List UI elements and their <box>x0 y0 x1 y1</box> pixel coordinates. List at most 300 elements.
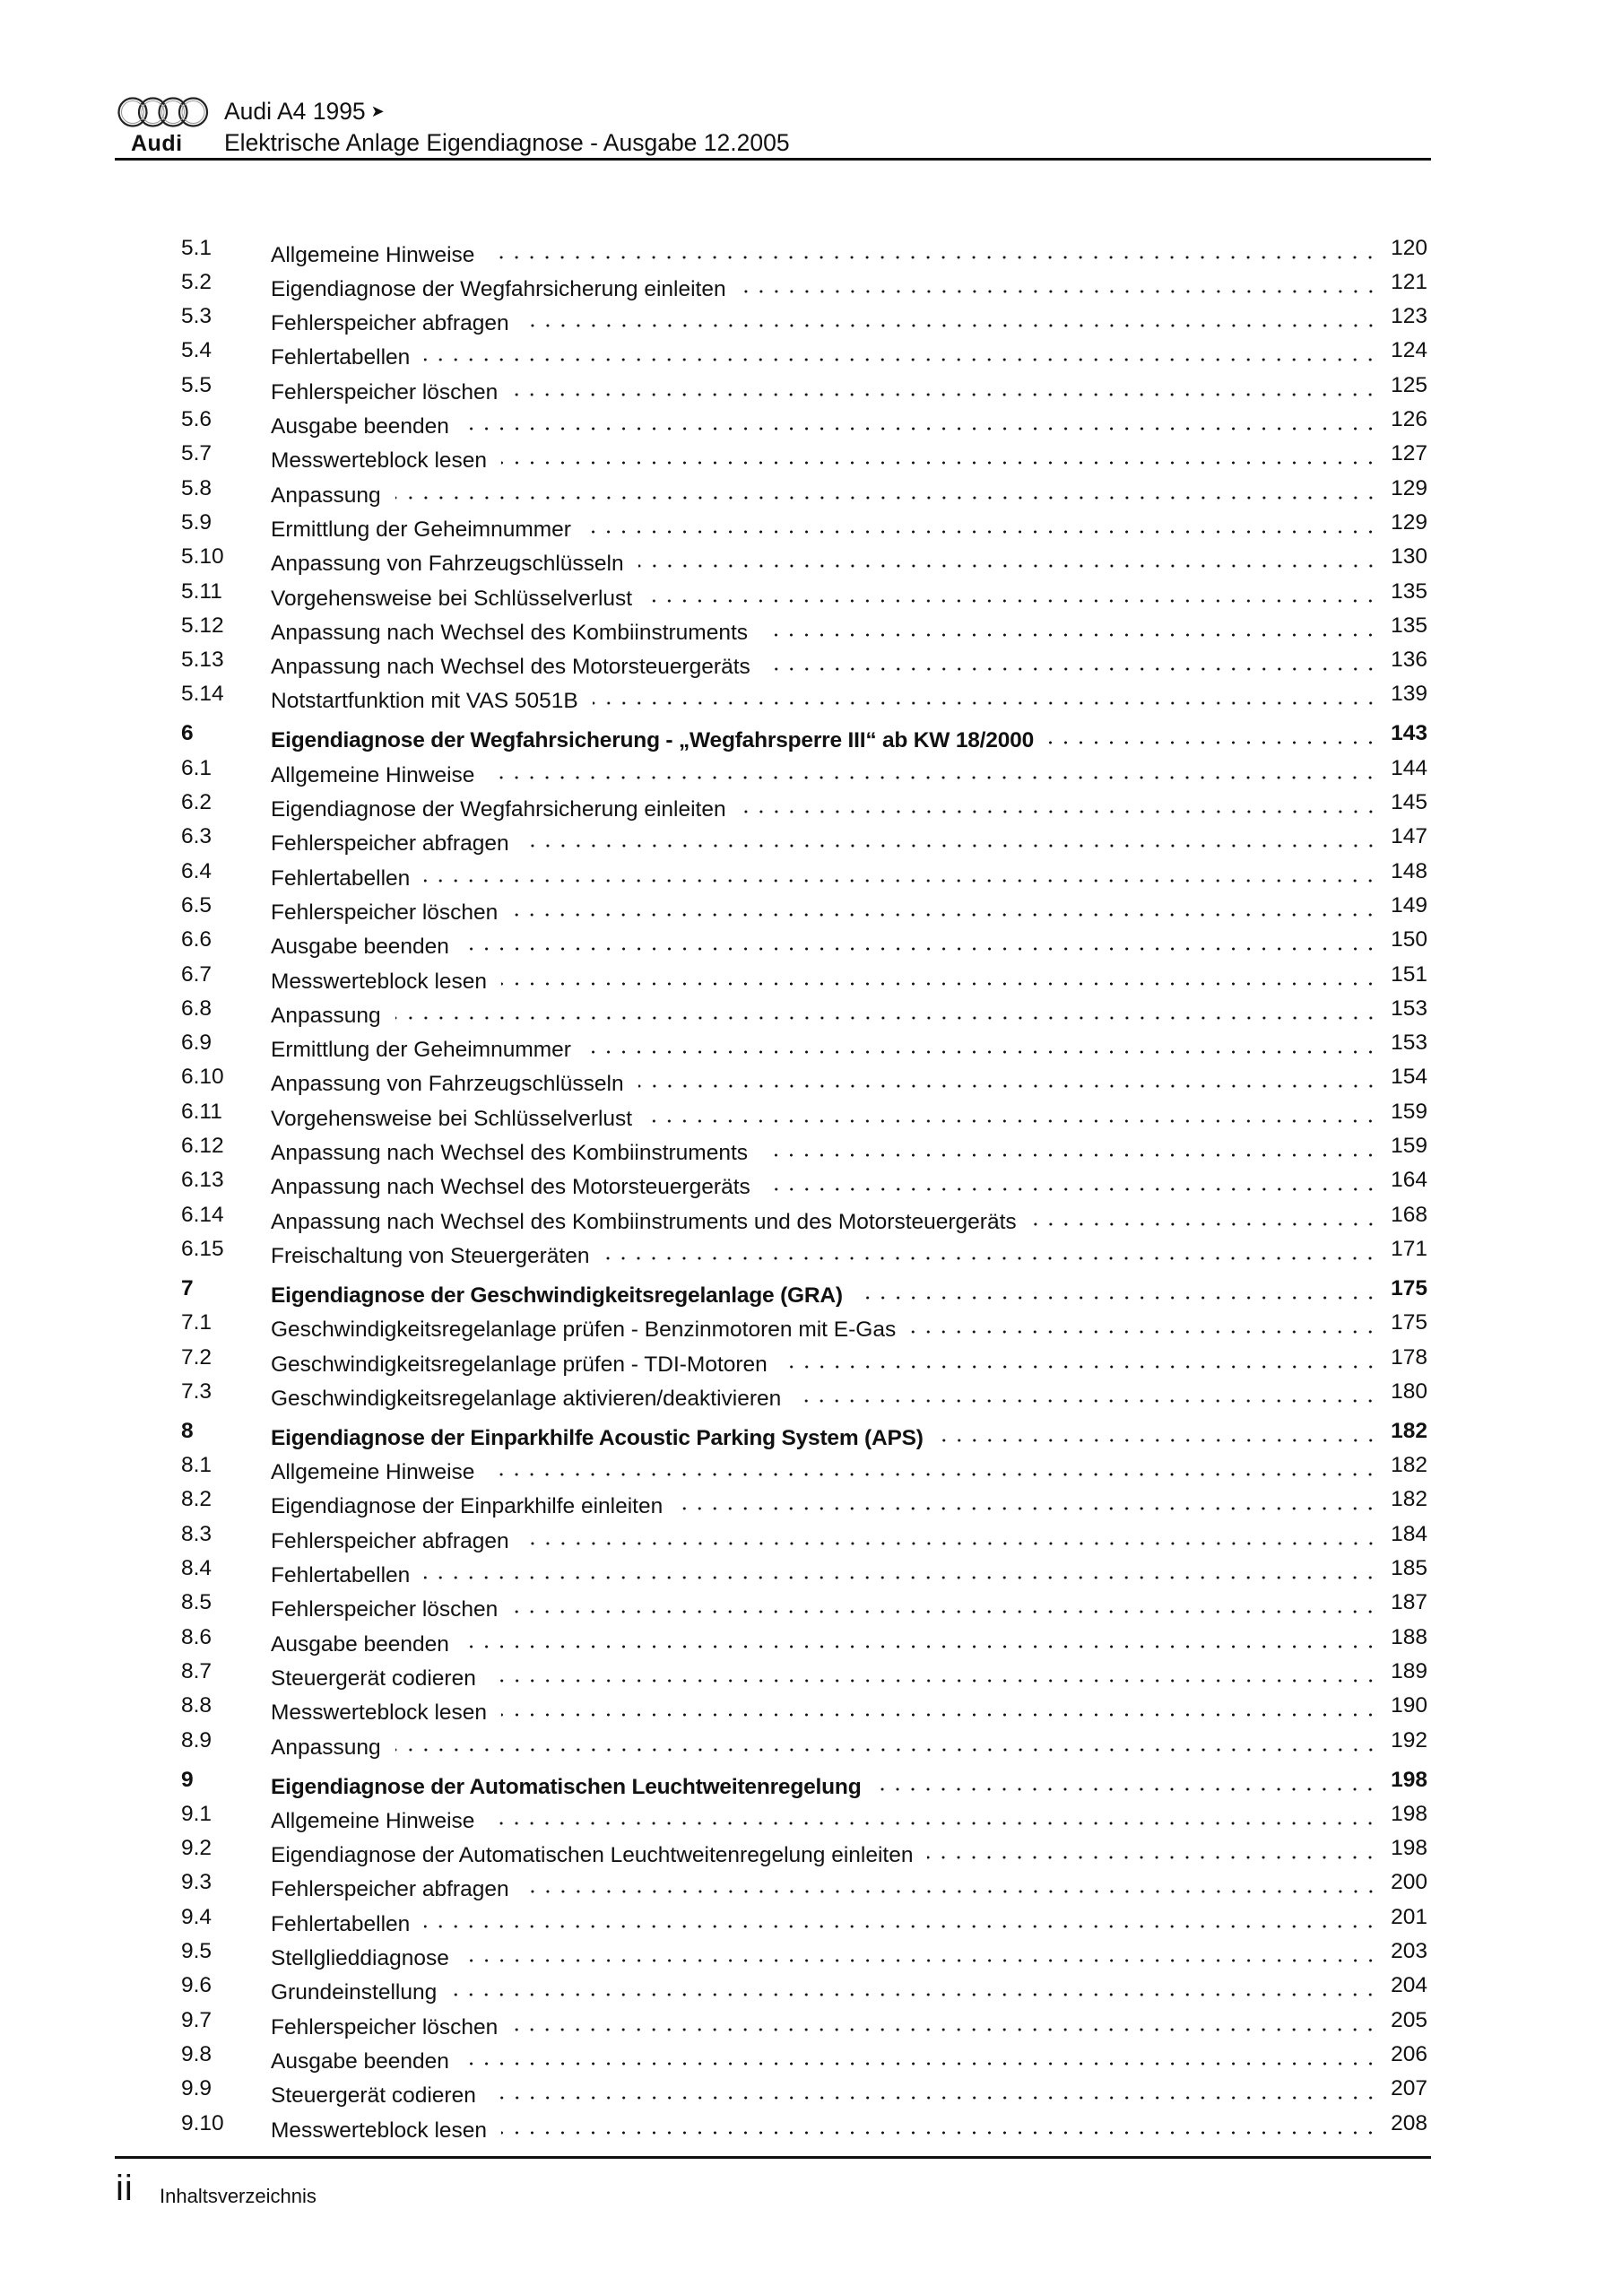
toc-entry-number: 6.4 <box>181 858 213 883</box>
toc-entry-title: Fehlertabellen <box>271 1911 411 1936</box>
toc-entry-title: Ermittlung der Geheimnummer <box>271 1038 571 1063</box>
dot-leader <box>677 1486 1378 1513</box>
toc-entry[interactable] <box>0 1692 1622 1726</box>
toc-entry-title-wrap <box>271 789 1387 823</box>
toc-entry-title-wrap <box>271 509 1387 544</box>
toc-entry-title-wrap <box>271 755 1387 789</box>
toc-entry-number: 9.8 <box>181 2041 213 2066</box>
toc-entry-page: 123 <box>1391 304 1427 329</box>
toc-entry-number: 7.2 <box>181 1344 213 1370</box>
toc-entry-number: 8.4 <box>181 1556 213 1580</box>
toc-entry-number: 8.9 <box>181 1727 213 1752</box>
dot-leader <box>875 1767 1378 1794</box>
dot-leader <box>464 1624 1378 1651</box>
toc-entry[interactable] <box>0 996 1622 1028</box>
toc-entry[interactable] <box>0 235 1622 267</box>
toc-entry[interactable] <box>0 755 1622 787</box>
toc-entry-number: 5.3 <box>181 304 213 329</box>
toc-entry-page: 203 <box>1391 1939 1427 1963</box>
toc-entry-number: 6.7 <box>181 961 213 987</box>
dot-leader <box>424 1555 1378 1582</box>
toc-entry-title: Eigendiagnose der Einparkhilfe einleiten <box>271 1494 664 1519</box>
toc-chapter-entry[interactable] <box>0 1418 1622 1450</box>
dot-leader <box>646 1099 1378 1126</box>
toc-entry-title-wrap <box>271 1344 1387 1378</box>
toc-entry-page: 182 <box>1391 1487 1427 1512</box>
toc-entry-title-wrap <box>271 1658 1387 1692</box>
arrow-right-icon: ➤ <box>370 102 385 120</box>
toc-entry-title-wrap <box>271 1378 1387 1413</box>
dot-leader <box>741 789 1378 816</box>
toc-entry[interactable] <box>0 1835 1622 1868</box>
toc-entry-number: 5.4 <box>181 338 213 363</box>
toc-entry-title-wrap <box>271 1555 1387 1589</box>
toc-entry-page: 151 <box>1391 961 1427 987</box>
toc-entry-page: 154 <box>1391 1065 1427 1090</box>
toc-entry-number: 7.3 <box>181 1378 213 1404</box>
toc-entry-title: Messwerteblock lesen <box>271 1700 488 1726</box>
toc-entry[interactable] <box>0 372 1622 404</box>
toc-entry[interactable] <box>0 1030 1622 1063</box>
toc-entry[interactable] <box>0 1099 1622 1131</box>
dot-leader <box>489 755 1378 782</box>
toc-entry-title-wrap <box>271 1521 1387 1555</box>
toc-entry-title-wrap <box>271 1133 1387 1167</box>
toc-entry[interactable] <box>0 1727 1622 1760</box>
document-title <box>224 98 385 127</box>
toc-entry-title-wrap <box>271 892 1387 926</box>
toc-entry-number: 6.1 <box>181 755 213 780</box>
toc-entry-number: 8.3 <box>181 1521 213 1546</box>
toc-entry-page: 175 <box>1391 1275 1427 1300</box>
toc-entry-page: 153 <box>1391 1031 1427 1056</box>
dot-leader <box>501 440 1378 467</box>
dot-leader <box>512 892 1378 919</box>
toc-entry-title: Anpassung von Fahrzeugschlüsseln <box>271 1072 624 1097</box>
toc-entry-title-wrap <box>271 406 1387 440</box>
dot-leader <box>501 1692 1378 1719</box>
toc-entry-title-wrap <box>271 1167 1387 1201</box>
toc-entry[interactable] <box>0 1938 1622 1970</box>
toc-entry-number: 5.8 <box>181 475 213 500</box>
dot-leader <box>741 269 1378 296</box>
toc-entry-number: 9 <box>181 1767 194 1792</box>
toc-entry-page: 207 <box>1391 2076 1427 2101</box>
toc-entry-title-wrap <box>271 1030 1387 1064</box>
toc-entry-title-wrap <box>271 720 1387 754</box>
toc-entry-title: Stellglieddiagnose <box>271 1946 449 1970</box>
toc-entry-title: Fehlerspeicher löschen <box>271 2014 499 2039</box>
dot-leader <box>464 2041 1378 2068</box>
toc-entry-title: Allgemeine Hinweise <box>271 762 475 787</box>
toc-entry-number: 6 <box>181 721 194 746</box>
toc-entry[interactable] <box>0 1555 1622 1587</box>
toc-entry-title-wrap <box>271 1869 1387 1903</box>
toc-entry-page: 135 <box>1391 578 1427 604</box>
toc-entry-title-wrap <box>271 1064 1387 1098</box>
dot-leader <box>765 1167 1378 1194</box>
toc-entry-number: 6.6 <box>181 927 213 952</box>
dot-leader <box>512 372 1378 399</box>
toc-entry[interactable] <box>0 1972 1622 2005</box>
toc-entry[interactable] <box>0 2007 1622 2039</box>
dot-leader <box>501 961 1378 988</box>
toc-entry-page: 150 <box>1391 927 1427 952</box>
toc-entry-title: Geschwindigkeitsregelanlage aktivieren/deaktivieren <box>271 1386 782 1411</box>
toc-entry[interactable] <box>0 1904 1622 1936</box>
dot-leader <box>424 858 1378 885</box>
toc-entry-number: 9.7 <box>181 2007 213 2032</box>
toc-entry-title-wrap <box>271 1835 1387 1869</box>
toc-entry-page: 182 <box>1391 1418 1427 1443</box>
toc-entry-page: 143 <box>1391 721 1427 746</box>
toc-entry-number: 5.6 <box>181 407 213 431</box>
dot-leader <box>489 1801 1378 1828</box>
dot-leader <box>1031 1202 1378 1229</box>
dot-leader <box>638 1064 1378 1091</box>
toc-entry-page: 136 <box>1391 648 1427 673</box>
toc-entry-number: 9.6 <box>181 1973 213 1998</box>
toc-entry[interactable] <box>0 578 1622 611</box>
toc-entry-title-wrap <box>271 926 1387 961</box>
toc-entry-title-wrap <box>271 1972 1387 2006</box>
toc-entry[interactable] <box>0 1202 1622 1234</box>
toc-entry-title: Eigendiagnose der Automatischen Leuchtweitenregelung <box>271 1774 862 1799</box>
dot-leader <box>927 1835 1378 1862</box>
toc-entry[interactable] <box>0 406 1622 439</box>
toc-entry-title-wrap <box>271 1624 1387 1658</box>
toc-entry-number: 6.13 <box>181 1168 224 1193</box>
toc-entry-title: Fehlerspeicher abfragen <box>271 1877 509 1902</box>
toc-chapter-entry[interactable] <box>0 720 1622 753</box>
toc-entry-title-wrap <box>271 1938 1387 1972</box>
toc-entry-number: 6.15 <box>181 1236 224 1261</box>
toc-entry[interactable] <box>0 509 1622 542</box>
toc-entry-title-wrap <box>271 337 1387 371</box>
toc-entry[interactable] <box>0 1133 1622 1165</box>
toc-entry-title: Eigendiagnose der Automatischen Leuchtweitenregelung einleiten <box>271 1843 914 1868</box>
page-header <box>115 90 1431 163</box>
toc-entry-page: 159 <box>1391 1134 1427 1158</box>
toc-entry-number: 5.9 <box>181 509 213 535</box>
toc-entry-number: 5.14 <box>181 682 224 707</box>
toc-entry-number: 9.1 <box>181 1801 213 1826</box>
toc-chapter-entry[interactable] <box>0 1767 1622 1799</box>
dot-leader <box>910 1309 1378 1336</box>
toc-entry-page: 175 <box>1391 1310 1427 1335</box>
toc-entry-title-wrap <box>271 440 1387 474</box>
toc-entry-title: Messwerteblock lesen <box>271 448 488 474</box>
toc-entry-title-wrap <box>271 1767 1387 1801</box>
toc-entry[interactable] <box>0 475 1622 508</box>
toc-entry[interactable] <box>0 647 1622 680</box>
dot-leader <box>524 1521 1378 1548</box>
toc-entry[interactable] <box>0 1521 1622 1553</box>
toc-entry[interactable] <box>0 337 1622 370</box>
toc-entry-page: 182 <box>1391 1453 1427 1478</box>
toc-entry-number: 8.6 <box>181 1624 213 1649</box>
document-title-text: Audi A4 1995 <box>224 98 366 125</box>
toc-entry-title: Fehlerspeicher abfragen <box>271 831 509 857</box>
dot-leader <box>512 2007 1378 2034</box>
toc-entry-title-wrap <box>271 2110 1387 2144</box>
toc-entry-page: 185 <box>1391 1556 1427 1580</box>
dot-leader <box>395 996 1378 1022</box>
toc-entry-title: Fehlerspeicher abfragen <box>271 1528 509 1553</box>
toc-entry-title: Fehlerspeicher abfragen <box>271 311 509 336</box>
dot-leader <box>762 1133 1378 1160</box>
toc-entry-number: 6.12 <box>181 1134 224 1158</box>
toc-entry[interactable] <box>0 789 1622 822</box>
dot-leader <box>857 1275 1378 1302</box>
toc-entry-title-wrap <box>271 1589 1387 1623</box>
toc-entry-page: 206 <box>1391 2041 1427 2066</box>
toc-entry[interactable] <box>0 892 1622 925</box>
toc-entry[interactable] <box>0 2110 1622 2143</box>
toc-entry-title: Anpassung nach Wechsel des Kombiinstruments und des Motorsteuergeräts <box>271 1209 1017 1234</box>
dot-leader <box>524 823 1378 850</box>
toc-entry-title: Fehlerspeicher löschen <box>271 1597 499 1622</box>
toc-entry[interactable] <box>0 1378 1622 1411</box>
toc-entry-title-wrap <box>271 2041 1387 2075</box>
toc-entry[interactable] <box>0 2075 1622 2109</box>
toc-entry-title-wrap <box>271 1236 1387 1270</box>
toc-entry-title-wrap <box>271 823 1387 857</box>
dot-leader <box>464 1938 1378 1965</box>
toc-entry-title: Anpassung nach Wechsel des Motorsteuergeräts <box>271 1175 750 1200</box>
dot-leader <box>501 2110 1378 2137</box>
toc-entry[interactable] <box>0 1167 1622 1200</box>
toc-entry-title-wrap <box>271 613 1387 647</box>
toc-entry-title-wrap <box>271 544 1387 578</box>
toc-entry-page: 120 <box>1391 235 1427 260</box>
toc-entry-title: Ausgabe beenden <box>271 1631 449 1657</box>
toc-entry-number: 5.1 <box>181 235 213 260</box>
dot-leader <box>782 1344 1378 1371</box>
toc-entry-page: 198 <box>1391 1801 1427 1826</box>
toc-entry-page: 149 <box>1391 892 1427 918</box>
toc-entry[interactable] <box>0 1452 1622 1485</box>
toc-entry-title-wrap <box>271 647 1387 681</box>
toc-entry-title: Freischaltung von Steuergeräten <box>271 1243 590 1268</box>
toc-entry[interactable] <box>0 823 1622 857</box>
dot-leader <box>762 613 1378 639</box>
toc-entry-title-wrap <box>271 1418 1387 1452</box>
dot-leader <box>490 1658 1378 1685</box>
toc-entry-page: 147 <box>1391 824 1427 849</box>
toc-entry-title: Fehlerspeicher löschen <box>271 900 499 925</box>
toc-entry[interactable] <box>0 613 1622 645</box>
toc-entry-title-wrap <box>271 1904 1387 1938</box>
toc-entry-page: 189 <box>1391 1658 1427 1683</box>
toc-entry-number: 5.10 <box>181 544 224 570</box>
toc-entry-title: Anpassung nach Wechsel des Kombiinstruments <box>271 620 749 645</box>
toc-entry-number: 9.9 <box>181 2076 213 2101</box>
toc-entry-page: 180 <box>1391 1378 1427 1404</box>
toc-entry-page: 192 <box>1391 1727 1427 1752</box>
toc-entry-page: 127 <box>1391 441 1427 466</box>
toc-entry-title-wrap <box>271 2007 1387 2041</box>
toc-entry-title-wrap <box>271 1486 1387 1520</box>
toc-entry-number: 6.8 <box>181 996 213 1021</box>
toc-entry-page: 201 <box>1391 1904 1427 1929</box>
toc-entry-title-wrap <box>271 578 1387 613</box>
toc-entry-title: Messwerteblock lesen <box>271 2118 488 2143</box>
toc-entry-number: 9.5 <box>181 1939 213 1963</box>
footer-section-label: Inhaltsverzeichnis <box>160 2185 317 2207</box>
dot-leader <box>585 1030 1378 1057</box>
dot-leader <box>490 2075 1378 2102</box>
toc-entry-title: Grundeinstellung <box>271 1980 438 2005</box>
toc-entry-title-wrap <box>271 372 1387 406</box>
toc-entry-title-wrap <box>271 681 1387 715</box>
toc-entry-page: 198 <box>1391 1836 1427 1861</box>
dot-leader <box>1048 720 1378 747</box>
toc-entry[interactable] <box>0 1236 1622 1268</box>
dot-leader <box>524 303 1378 330</box>
toc-entry-number: 8.2 <box>181 1487 213 1512</box>
toc-entry-number: 8 <box>181 1418 194 1443</box>
toc-entry-title: Anpassung <box>271 483 381 508</box>
toc-entry-number: 6.11 <box>181 1099 222 1124</box>
toc-entry-page: 164 <box>1391 1168 1427 1193</box>
toc-entry-title: Ausgabe beenden <box>271 414 449 439</box>
toc-entry[interactable] <box>0 961 1622 994</box>
toc-entry[interactable] <box>0 1344 1622 1377</box>
toc-entry-title: Geschwindigkeitsregelanlage prüfen - Benzinmotoren mit E-Gas <box>271 1318 897 1343</box>
toc-entry-title-wrap <box>271 1452 1387 1486</box>
toc-entry-number: 8.1 <box>181 1453 213 1478</box>
toc-entry-title-wrap <box>271 858 1387 892</box>
toc-entry-number: 8.5 <box>181 1590 213 1615</box>
toc-entry-page: 124 <box>1391 338 1427 363</box>
toc-entry[interactable] <box>0 926 1622 960</box>
toc-entry-page: 205 <box>1391 2007 1427 2032</box>
audi-wordmark: Audi <box>131 131 183 156</box>
toc-entry-title: Vorgehensweise bei Schlüsselverlust <box>271 586 633 611</box>
toc-entry-number: 9.4 <box>181 1904 213 1929</box>
toc-entry-title: Fehlertabellen <box>271 1563 411 1587</box>
dot-leader <box>603 1236 1378 1263</box>
toc-entry-title: Steuergerät codieren <box>271 2083 476 2109</box>
dot-leader <box>451 1972 1378 1999</box>
toc-entry-number: 5.12 <box>181 613 224 638</box>
toc-entry[interactable] <box>0 303 1622 336</box>
toc-entry-page: 125 <box>1391 372 1427 397</box>
toc-entry-page: 198 <box>1391 1767 1427 1792</box>
toc-entry[interactable] <box>0 1658 1622 1691</box>
toc-entry-page: 129 <box>1391 509 1427 535</box>
toc-entry-title: Notstartfunktion mit VAS 5051B <box>271 689 578 714</box>
dot-leader <box>424 1904 1378 1931</box>
toc-entry-title: Anpassung nach Wechsel des Motorsteuergeräts <box>271 655 750 680</box>
toc-entry[interactable] <box>0 1624 1622 1657</box>
toc-entry[interactable] <box>0 1486 1622 1519</box>
toc-entry-number: 5.13 <box>181 648 224 673</box>
toc-entry-title: Anpassung <box>271 1003 381 1028</box>
toc-entry-page: 121 <box>1391 269 1427 294</box>
toc-entry[interactable] <box>0 2041 1622 2074</box>
toc-entry-title-wrap <box>271 2075 1387 2109</box>
toc-entry-number: 6.9 <box>181 1031 213 1056</box>
toc-entry-title: Anpassung <box>271 1735 381 1760</box>
audi-rings-logo-icon <box>117 96 211 128</box>
toc-entry-page: 187 <box>1391 1590 1427 1615</box>
toc-entry-number: 5.11 <box>181 578 222 604</box>
dot-leader <box>395 475 1378 502</box>
toc-entry-title-wrap <box>271 1801 1387 1835</box>
toc-entry-page: 135 <box>1391 613 1427 638</box>
toc-entry-number: 8.7 <box>181 1658 213 1683</box>
toc-chapter-entry[interactable] <box>0 1275 1622 1308</box>
footer-rule <box>115 2156 1431 2159</box>
toc-entry-title-wrap <box>271 1099 1387 1133</box>
toc-entry-title-wrap <box>271 235 1387 269</box>
toc-entry-page: 208 <box>1391 2110 1427 2135</box>
toc-entry[interactable] <box>0 544 1622 577</box>
toc-entry[interactable] <box>0 1309 1622 1343</box>
toc-entry-title: Fehlertabellen <box>271 345 411 370</box>
toc-entry-title: Messwerteblock lesen <box>271 969 488 994</box>
toc-entry-number: 6.3 <box>181 824 213 849</box>
toc-entry[interactable] <box>0 1589 1622 1622</box>
toc-entry-title-wrap <box>271 1727 1387 1761</box>
dot-leader <box>593 681 1378 708</box>
toc-entry-title: Eigendiagnose der Einparkhilfe Acoustic Parking System (APS) <box>271 1425 924 1450</box>
dot-leader <box>585 509 1378 536</box>
dot-leader <box>646 578 1378 605</box>
toc-entry[interactable] <box>0 681 1622 714</box>
toc-entry-number: 6.2 <box>181 790 213 814</box>
toc-entry-number: 6.14 <box>181 1202 224 1227</box>
toc-entry-title: Vorgehensweise bei Schlüsselverlust <box>271 1106 633 1131</box>
toc-entry-page: 153 <box>1391 996 1427 1021</box>
toc-entry[interactable] <box>0 440 1622 474</box>
toc-entry[interactable] <box>0 269 1622 301</box>
toc-entry-title-wrap <box>271 961 1387 996</box>
toc-entry-page: 200 <box>1391 1870 1427 1895</box>
dot-leader <box>795 1378 1378 1405</box>
toc-entry-number: 9.10 <box>181 2110 224 2135</box>
document-subtitle: Elektrische Anlage Eigendiagnose - Ausgabe 12.2005 <box>224 129 790 156</box>
toc-entry-page: 184 <box>1391 1521 1427 1546</box>
toc-entry[interactable] <box>0 1801 1622 1833</box>
toc-entry-title: Anpassung nach Wechsel des Kombiinstruments <box>271 1141 749 1165</box>
dot-leader <box>524 1869 1378 1896</box>
dot-leader <box>464 926 1378 953</box>
toc-entry[interactable] <box>0 1869 1622 1902</box>
toc-entry-title: Ermittlung der Geheimnummer <box>271 517 571 542</box>
dot-leader <box>638 544 1378 570</box>
toc-entry-number: 9.3 <box>181 1870 213 1895</box>
toc-entry-title: Anpassung von Fahrzeugschlüsseln <box>271 552 624 577</box>
toc-entry-page: 171 <box>1391 1236 1427 1261</box>
dot-leader <box>765 647 1378 674</box>
toc-entry-title-wrap <box>271 303 1387 337</box>
toc-entry-page: 178 <box>1391 1344 1427 1370</box>
toc-entry[interactable] <box>0 858 1622 891</box>
toc-entry-title: Fehlertabellen <box>271 865 411 891</box>
dot-leader <box>512 1589 1378 1616</box>
toc-entry-page: 159 <box>1391 1099 1427 1124</box>
toc-entry[interactable] <box>0 1064 1622 1097</box>
toc-entry-page: 130 <box>1391 544 1427 570</box>
toc-entry-title-wrap <box>271 1692 1387 1726</box>
toc-entry-number: 5.7 <box>181 441 213 466</box>
toc-entry-number: 5.2 <box>181 269 213 294</box>
toc-entry-title: Ausgabe beenden <box>271 2048 449 2074</box>
page-number: ii <box>116 2169 134 2208</box>
